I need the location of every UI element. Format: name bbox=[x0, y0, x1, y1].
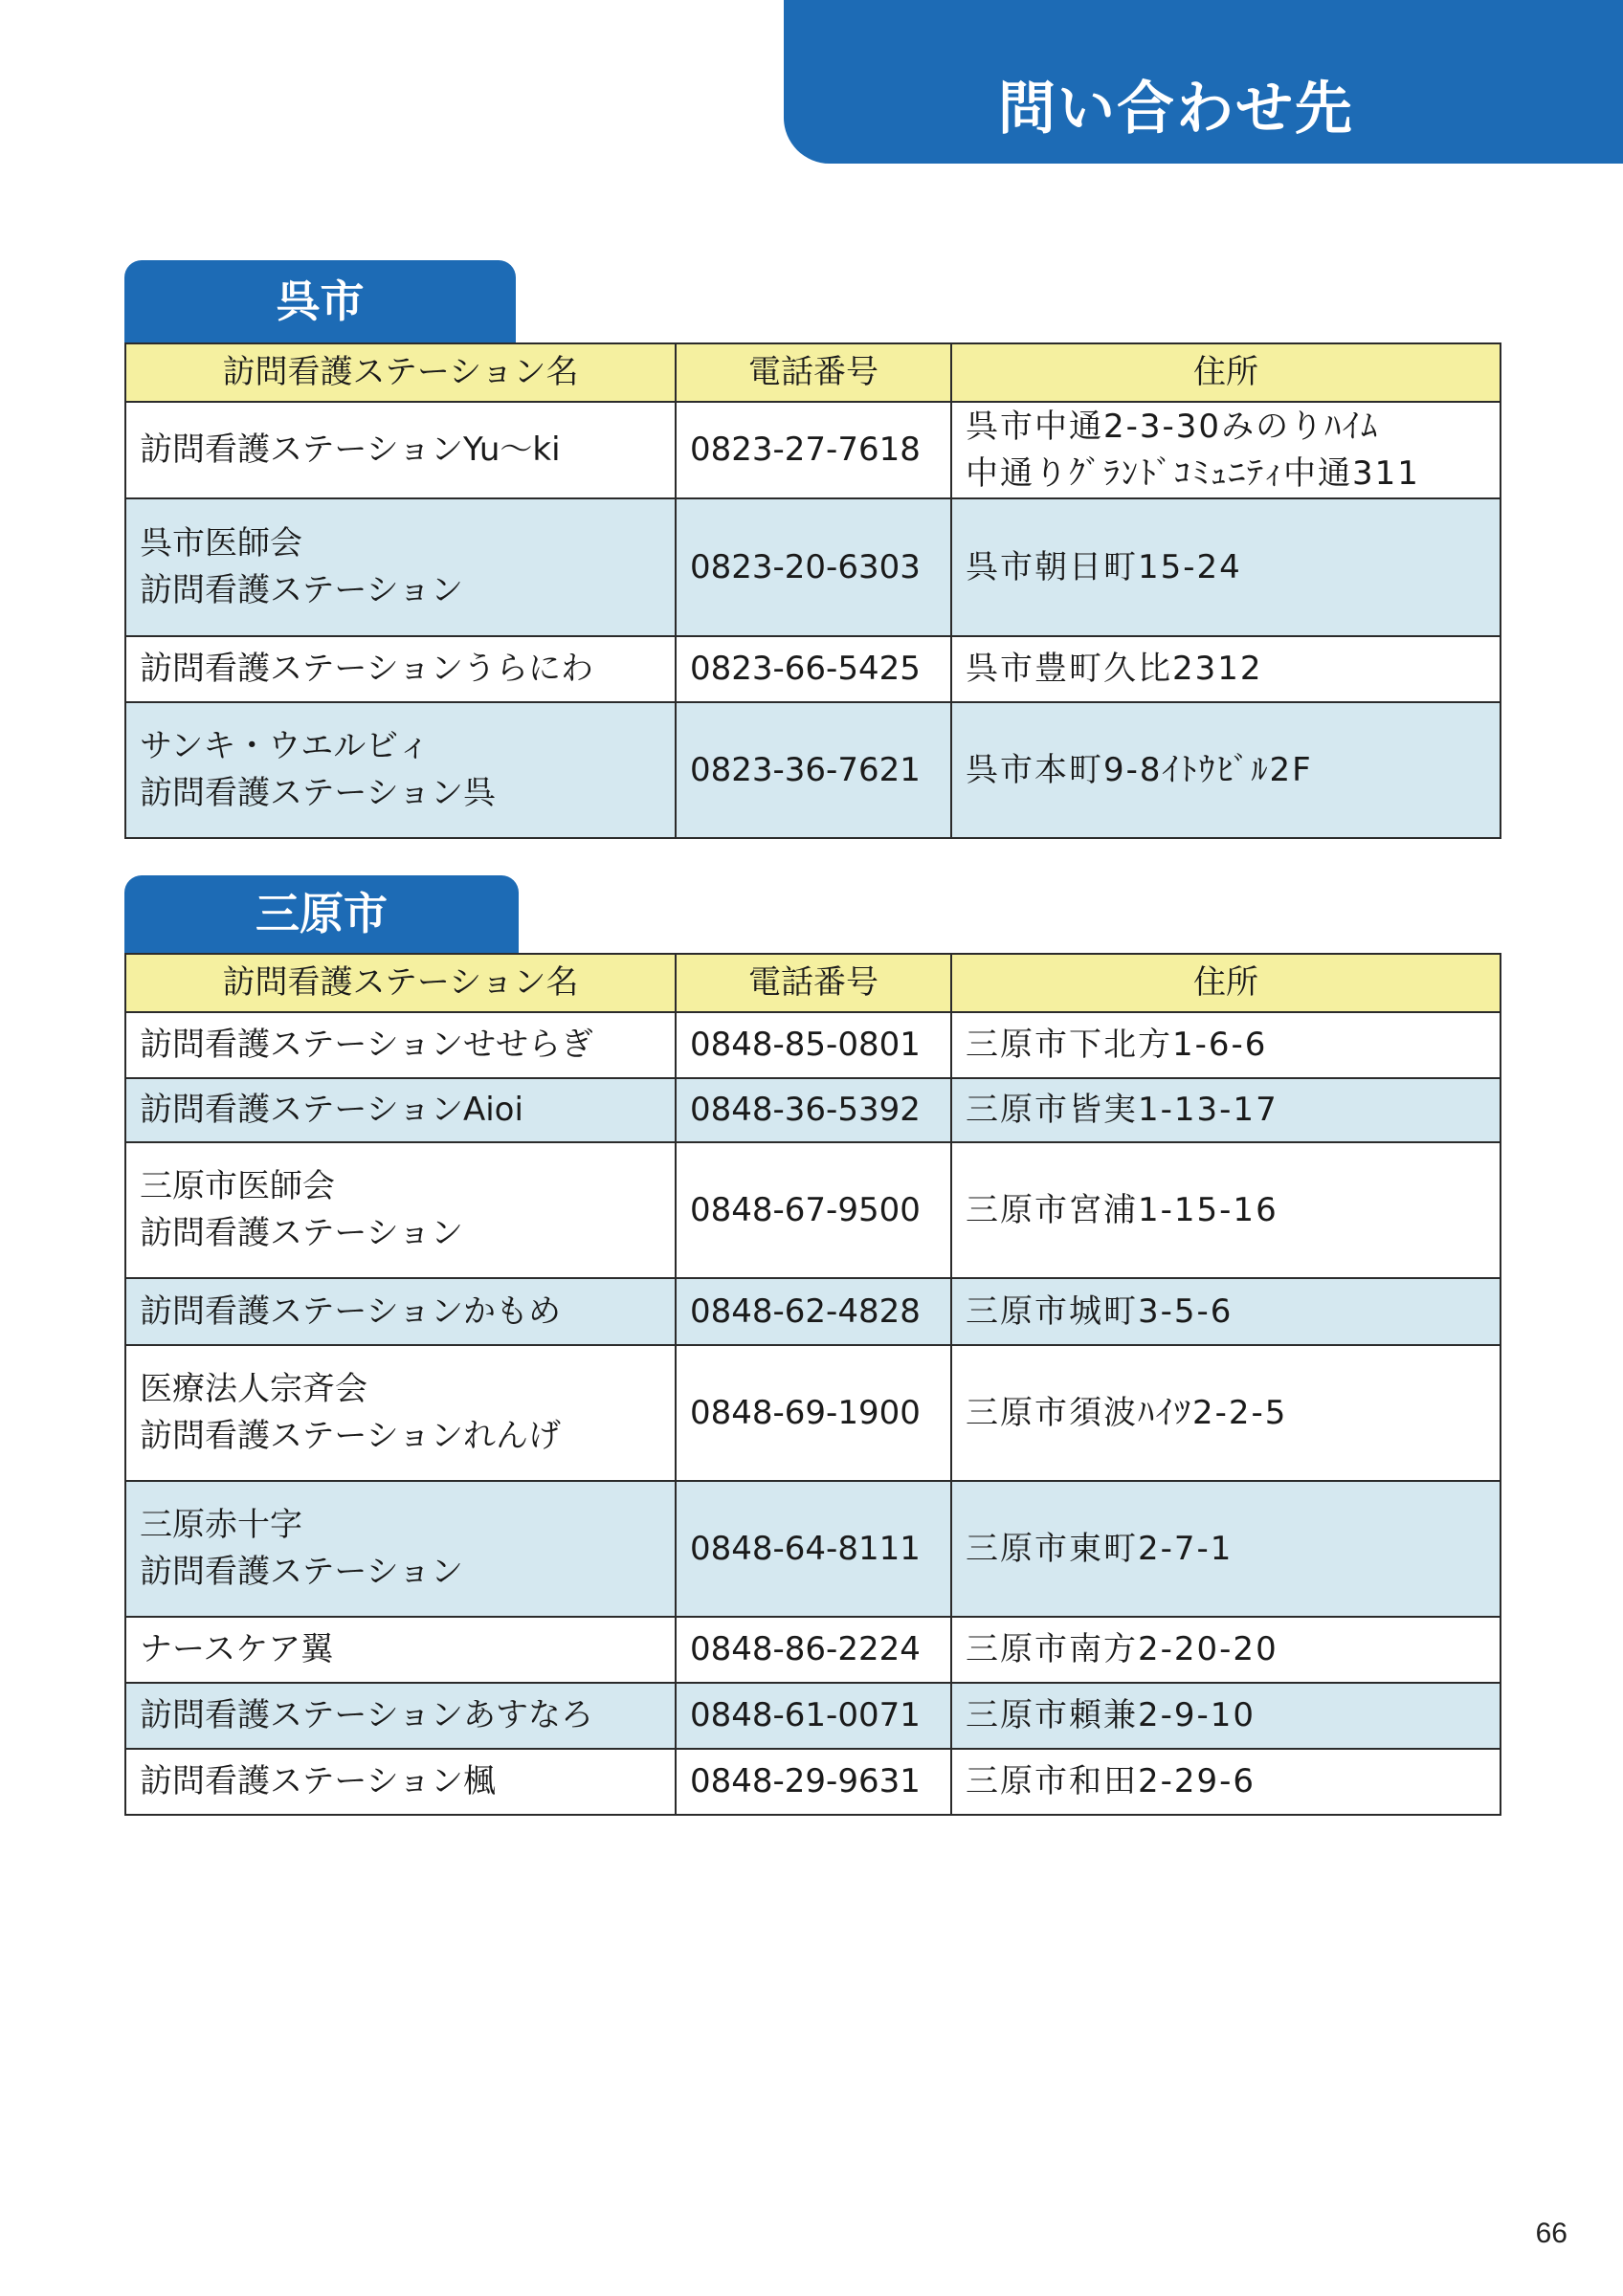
table-row bbox=[125, 1481, 1501, 1617]
station-name-cell: 訪問看護ステーションかもめ bbox=[125, 1278, 676, 1345]
phone-cell: 0823-20-6303 bbox=[676, 498, 951, 636]
phone-cell: 0848-61-0071 bbox=[676, 1683, 951, 1749]
table-row bbox=[125, 1617, 1501, 1683]
phone-cell: 0848-36-5392 bbox=[676, 1078, 951, 1142]
table-row bbox=[125, 1749, 1501, 1815]
address-cell: 三原市頼兼2-9-10 bbox=[951, 1683, 1501, 1749]
section-title: 三原市 bbox=[256, 888, 388, 939]
station-name-cell: 呉市医師会 訪問看護ステーション bbox=[125, 498, 676, 636]
address-cell: 三原市須波ﾊｲﾂ2-2-5 bbox=[951, 1345, 1501, 1481]
station-name-cell: 医療法人宗斉会 訪問看護ステーションれんげ bbox=[125, 1345, 676, 1481]
table-row bbox=[125, 702, 1501, 838]
address-cell: 呉市本町9-8ｲﾄｳﾋﾞﾙ2F bbox=[951, 702, 1501, 838]
section-tab-mihara bbox=[124, 875, 519, 953]
station-name-cell: 三原赤十字 訪問看護ステーション bbox=[125, 1481, 676, 1617]
header-row bbox=[125, 954, 1501, 1012]
phone-cell: 0823-66-5425 bbox=[676, 636, 951, 702]
column-header-name: 訪問看護ステーション名 bbox=[125, 954, 676, 1012]
phone-cell: 0848-29-9631 bbox=[676, 1749, 951, 1815]
table-head bbox=[125, 954, 1501, 1012]
address-cell: 呉市朝日町15-24 bbox=[951, 498, 1501, 636]
column-header-name: 訪問看護ステーション名 bbox=[125, 343, 676, 402]
station-name-cell: 訪問看護ステーションYu〜ki bbox=[125, 402, 676, 498]
station-name-cell: 訪問看護ステーションせせらぎ bbox=[125, 1012, 676, 1078]
station-name-cell: 訪問看護ステーション楓 bbox=[125, 1749, 676, 1815]
table-row bbox=[125, 1683, 1501, 1749]
address-cell: 三原市東町2-7-1 bbox=[951, 1481, 1501, 1617]
table-row bbox=[125, 1345, 1501, 1481]
address-cell: 三原市下北方1-6-6 bbox=[951, 1012, 1501, 1078]
page-number: 66 bbox=[1535, 2218, 1567, 2249]
column-header-phone: 電話番号 bbox=[676, 343, 951, 402]
station-name-cell: 訪問看護ステーションAioi bbox=[125, 1078, 676, 1142]
phone-cell: 0848-69-1900 bbox=[676, 1345, 951, 1481]
address-cell: 三原市皆実1-13-17 bbox=[951, 1078, 1501, 1142]
table-body bbox=[125, 402, 1501, 838]
column-header-address: 住所 bbox=[951, 954, 1501, 1012]
address-cell: 三原市南方2-20-20 bbox=[951, 1617, 1501, 1683]
table-row bbox=[125, 1278, 1501, 1345]
station-name-cell: 訪問看護ステーションうらにわ bbox=[125, 636, 676, 702]
phone-cell: 0848-85-0801 bbox=[676, 1012, 951, 1078]
address-cell: 三原市和田2-29-6 bbox=[951, 1749, 1501, 1815]
table-row bbox=[125, 1078, 1501, 1142]
table-row bbox=[125, 498, 1501, 636]
table-row bbox=[125, 1142, 1501, 1278]
station-name-cell: ナースケア翼 bbox=[125, 1617, 676, 1683]
station-name-cell: 訪問看護ステーションあすなろ bbox=[125, 1683, 676, 1749]
address-cell: 三原市宮浦1-15-16 bbox=[951, 1142, 1501, 1278]
station-name-cell: サンキ・ウエルビィ 訪問看護ステーション呉 bbox=[125, 702, 676, 838]
address-cell: 呉市中通2-3-30みのりﾊｲﾑ 中通りｸﾞﾗﾝﾄﾞｺﾐｭﾆﾃｨ中通311 bbox=[951, 402, 1501, 498]
contact-table-mihara bbox=[124, 953, 1501, 1816]
phone-cell: 0823-36-7621 bbox=[676, 702, 951, 838]
phone-cell: 0848-62-4828 bbox=[676, 1278, 951, 1345]
table-body bbox=[125, 1012, 1501, 1815]
phone-cell: 0848-67-9500 bbox=[676, 1142, 951, 1278]
header-row bbox=[125, 343, 1501, 402]
column-header-phone: 電話番号 bbox=[676, 954, 951, 1012]
column-header-address: 住所 bbox=[951, 343, 1501, 402]
contact-table-kure bbox=[124, 342, 1501, 839]
phone-cell: 0848-86-2224 bbox=[676, 1617, 951, 1683]
section-title: 呉市 bbox=[276, 276, 365, 327]
phone-cell: 0823-27-7618 bbox=[676, 402, 951, 498]
table-row bbox=[125, 1012, 1501, 1078]
address-cell: 三原市城町3-5-6 bbox=[951, 1278, 1501, 1345]
station-name-cell: 三原市医師会 訪問看護ステーション bbox=[125, 1142, 676, 1278]
section-tab-kure bbox=[124, 260, 516, 342]
phone-cell: 0848-64-8111 bbox=[676, 1481, 951, 1617]
table-head bbox=[125, 343, 1501, 402]
address-cell: 呉市豊町久比2312 bbox=[951, 636, 1501, 702]
page-title: 問い合わせ先 bbox=[998, 76, 1354, 143]
header-banner bbox=[784, 0, 1623, 164]
table-row bbox=[125, 636, 1501, 702]
table-row bbox=[125, 402, 1501, 498]
